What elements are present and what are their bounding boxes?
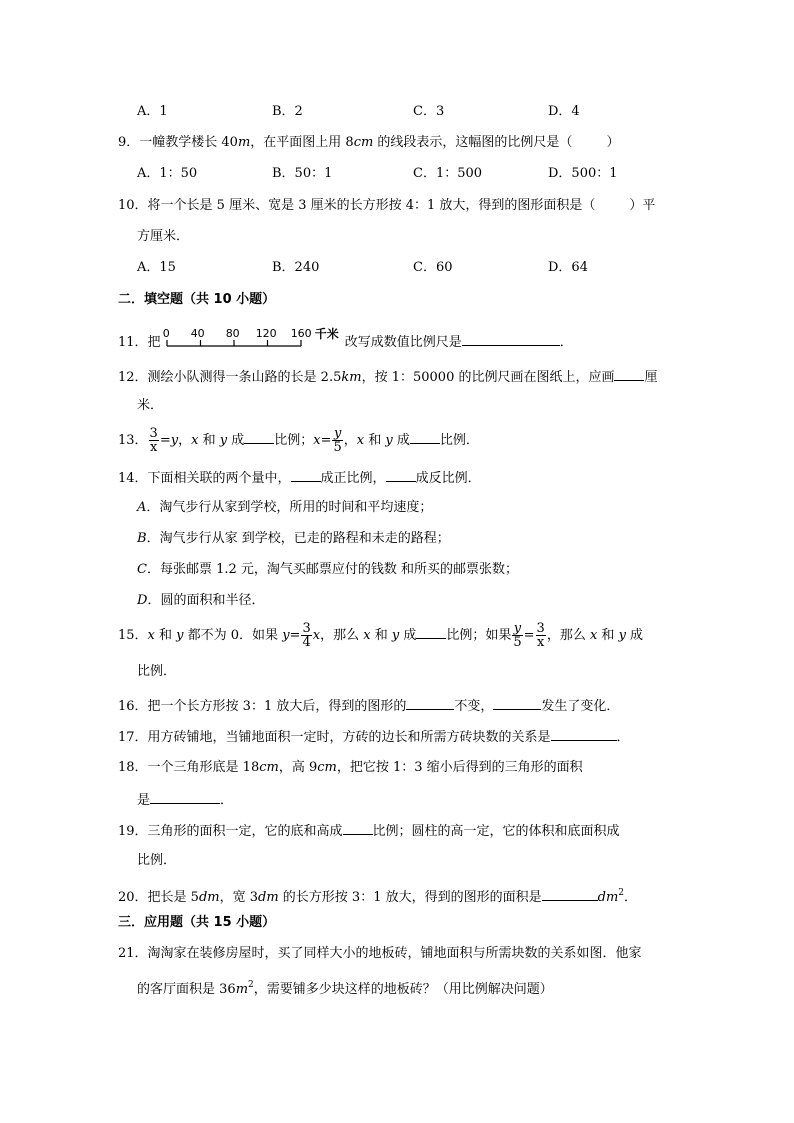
- fraction-y-over-5-b: $\frac{y}{5}$: [513, 621, 522, 650]
- question-17: 17．用方砖铺地，当铺地面积一定时，方砖的边长和所需方砖块数的关系是 ．: [118, 726, 630, 748]
- q17-answer-blank[interactable]: [551, 726, 617, 741]
- q10-option-d: D．64: [548, 260, 588, 275]
- question-14: 14．下面相关联的两个量中， 成正比例， 成反比例．: [118, 467, 481, 489]
- q16-answer-blank-2[interactable]: [493, 695, 541, 710]
- question-19-line-1: 19．三角形的面积一定，它的底和高成 比例；圆柱的高一定，它的体积和底面积成: [118, 820, 620, 842]
- q14-answer-blank-1[interactable]: [291, 467, 321, 482]
- question-15-line-2: 比例．: [137, 664, 177, 679]
- q16-answer-blank-1[interactable]: [406, 695, 454, 710]
- question-12-line-2: 米．: [137, 398, 164, 413]
- q14-item-a: A．淘气步行从家到学校，所用的时间和平均速度；: [137, 500, 433, 515]
- q9-close-paren: ）: [606, 135, 620, 150]
- q9-option-d: D．500：1: [548, 166, 618, 181]
- question-20: 20．把长是 5dm，宽 3dm 的长方形按 3：1 放大，得到的图形的面积是 $dm^2$．: [118, 888, 638, 905]
- ruler-tick-label-40: 40: [190, 327, 205, 340]
- q9-option-b: B．50：1: [272, 166, 333, 181]
- fraction-y-over-5: $\frac{y}{5}$: [333, 426, 342, 455]
- question-21-line-1: 21．淘淘家在装修房屋时，买了同样大小的地板砖，铺地面积与所需块数的关系如图．他家: [118, 946, 642, 961]
- scale-ruler: [162, 327, 345, 350]
- q9-text-2: ，在平面图上用 8: [250, 135, 354, 150]
- q9-text-1: 9．一幢教学楼长 40: [118, 135, 238, 150]
- question-11: 11．把 0 40 80 120 160 千米 改写成数值比例尺是 ．: [118, 330, 573, 353]
- question-13: 13． $\frac{3}{x}$ =y，x 和 y 成 比例；x= $\frac{y}{5}$ ，x 和 y 成 比例．: [118, 426, 479, 455]
- q9-unit-m: m: [237, 135, 251, 150]
- ruler-tick-label-0: 0: [162, 327, 170, 340]
- ruler-tick-label-120: 120: [255, 327, 277, 340]
- fraction-3-over-x: $\frac{3}{x}$: [149, 426, 158, 455]
- question-19-line-2: 比例．: [137, 853, 177, 868]
- q9-option-a: A．1：50: [137, 166, 198, 181]
- q10-text-b: ）平: [629, 198, 656, 213]
- fraction-3-over-4: $\frac{3}{4}$: [302, 621, 311, 650]
- q9-option-c: C．1：500: [413, 166, 483, 181]
- section-3-heading: 三．应用题（共 15 小题）: [118, 915, 276, 930]
- q20-answer-blank[interactable]: [542, 886, 598, 901]
- ruler-tick-label-80: 80: [225, 327, 240, 340]
- q14-item-d: D．圆的面积和半径．: [137, 593, 265, 608]
- q11-text-2: 改写成数值比例尺是: [344, 335, 462, 350]
- q13-answer-blank-1[interactable]: [244, 429, 274, 444]
- q19-answer-blank[interactable]: [343, 820, 373, 835]
- fraction-3-over-x-b: $\frac{3}{x}$: [536, 621, 545, 650]
- ruler-unit: 千米: [314, 327, 339, 341]
- question-10-line-1: [118, 196, 655, 216]
- question-21-line-2: 的客厅面积是 $36m^2$，需要铺多少块这样的地板砖？（用比例解决问题）: [137, 980, 553, 997]
- question-15-line-1: 15．x 和 y 都不为 0．如果 y= $\frac{3}{4}$ x，那么 x 和 y 成 比例；如果 $\frac{y}{5}$ = $\frac{3}{x}$ ，那么 x 和 y 成: [118, 621, 644, 650]
- q13-answer-blank-2[interactable]: [410, 429, 440, 444]
- question-16: 16．把一个长方形按 3：1 放大后，得到的图形的 不变， 发生了变化．: [118, 695, 619, 717]
- q14-item-b: B．淘气步行从家 到学校，已走的路程和未走的路程；: [137, 531, 450, 546]
- q18-answer-blank[interactable]: [150, 789, 220, 804]
- q8-option-b: B．2: [272, 104, 303, 119]
- q8-option-d: D．4: [548, 104, 580, 119]
- section-2-heading: 二．填空题（共 10 小题）: [118, 292, 276, 307]
- q10-option-c: C．60: [413, 260, 453, 275]
- q8-option-c: C．3: [413, 104, 445, 119]
- q9-text-3: 的线段表示，这幅图的比例尺是（: [373, 135, 573, 150]
- question-18-line-2: 是 ．: [137, 789, 233, 811]
- q10-option-b: B．240: [272, 260, 320, 275]
- q12-answer-blank[interactable]: [614, 366, 644, 381]
- question-10-line-2: 方厘米．: [137, 229, 190, 244]
- question-12-line-1: 12．测绘小队测得一条山路的长是 2.5km，按 1：50000 的比例尺画在图纸上，应画 厘: [118, 366, 658, 388]
- q9-unit-cm: cm: [353, 135, 374, 150]
- question-18-line-1: 18．一个三角形底是 18cm，高 9cm，把它按 1：3 缩小后得到的三角形的面积: [118, 760, 583, 775]
- q11-text-1: 11．把: [118, 335, 161, 350]
- question-9: [118, 133, 619, 153]
- q10-option-a: A．15: [137, 260, 176, 275]
- q10-text: 10．将一个长是 5 厘米、宽是 3 厘米的长方形按 4：1 放大，得到的图形面积是（: [118, 198, 596, 213]
- q14-item-c: C．每张邮票 1.2 元，淘气买邮票应付的钱数 和所买的邮票张数；: [137, 562, 519, 577]
- q14-answer-blank-2[interactable]: [386, 467, 416, 482]
- q8-option-a: A．1: [137, 104, 168, 119]
- ruler-tick-label-160: 160: [290, 327, 312, 340]
- ruler-line: [165, 330, 345, 350]
- q15-answer-blank-1[interactable]: [416, 624, 446, 639]
- q12-unit-km: km: [341, 370, 362, 385]
- q11-answer-blank[interactable]: [462, 331, 560, 346]
